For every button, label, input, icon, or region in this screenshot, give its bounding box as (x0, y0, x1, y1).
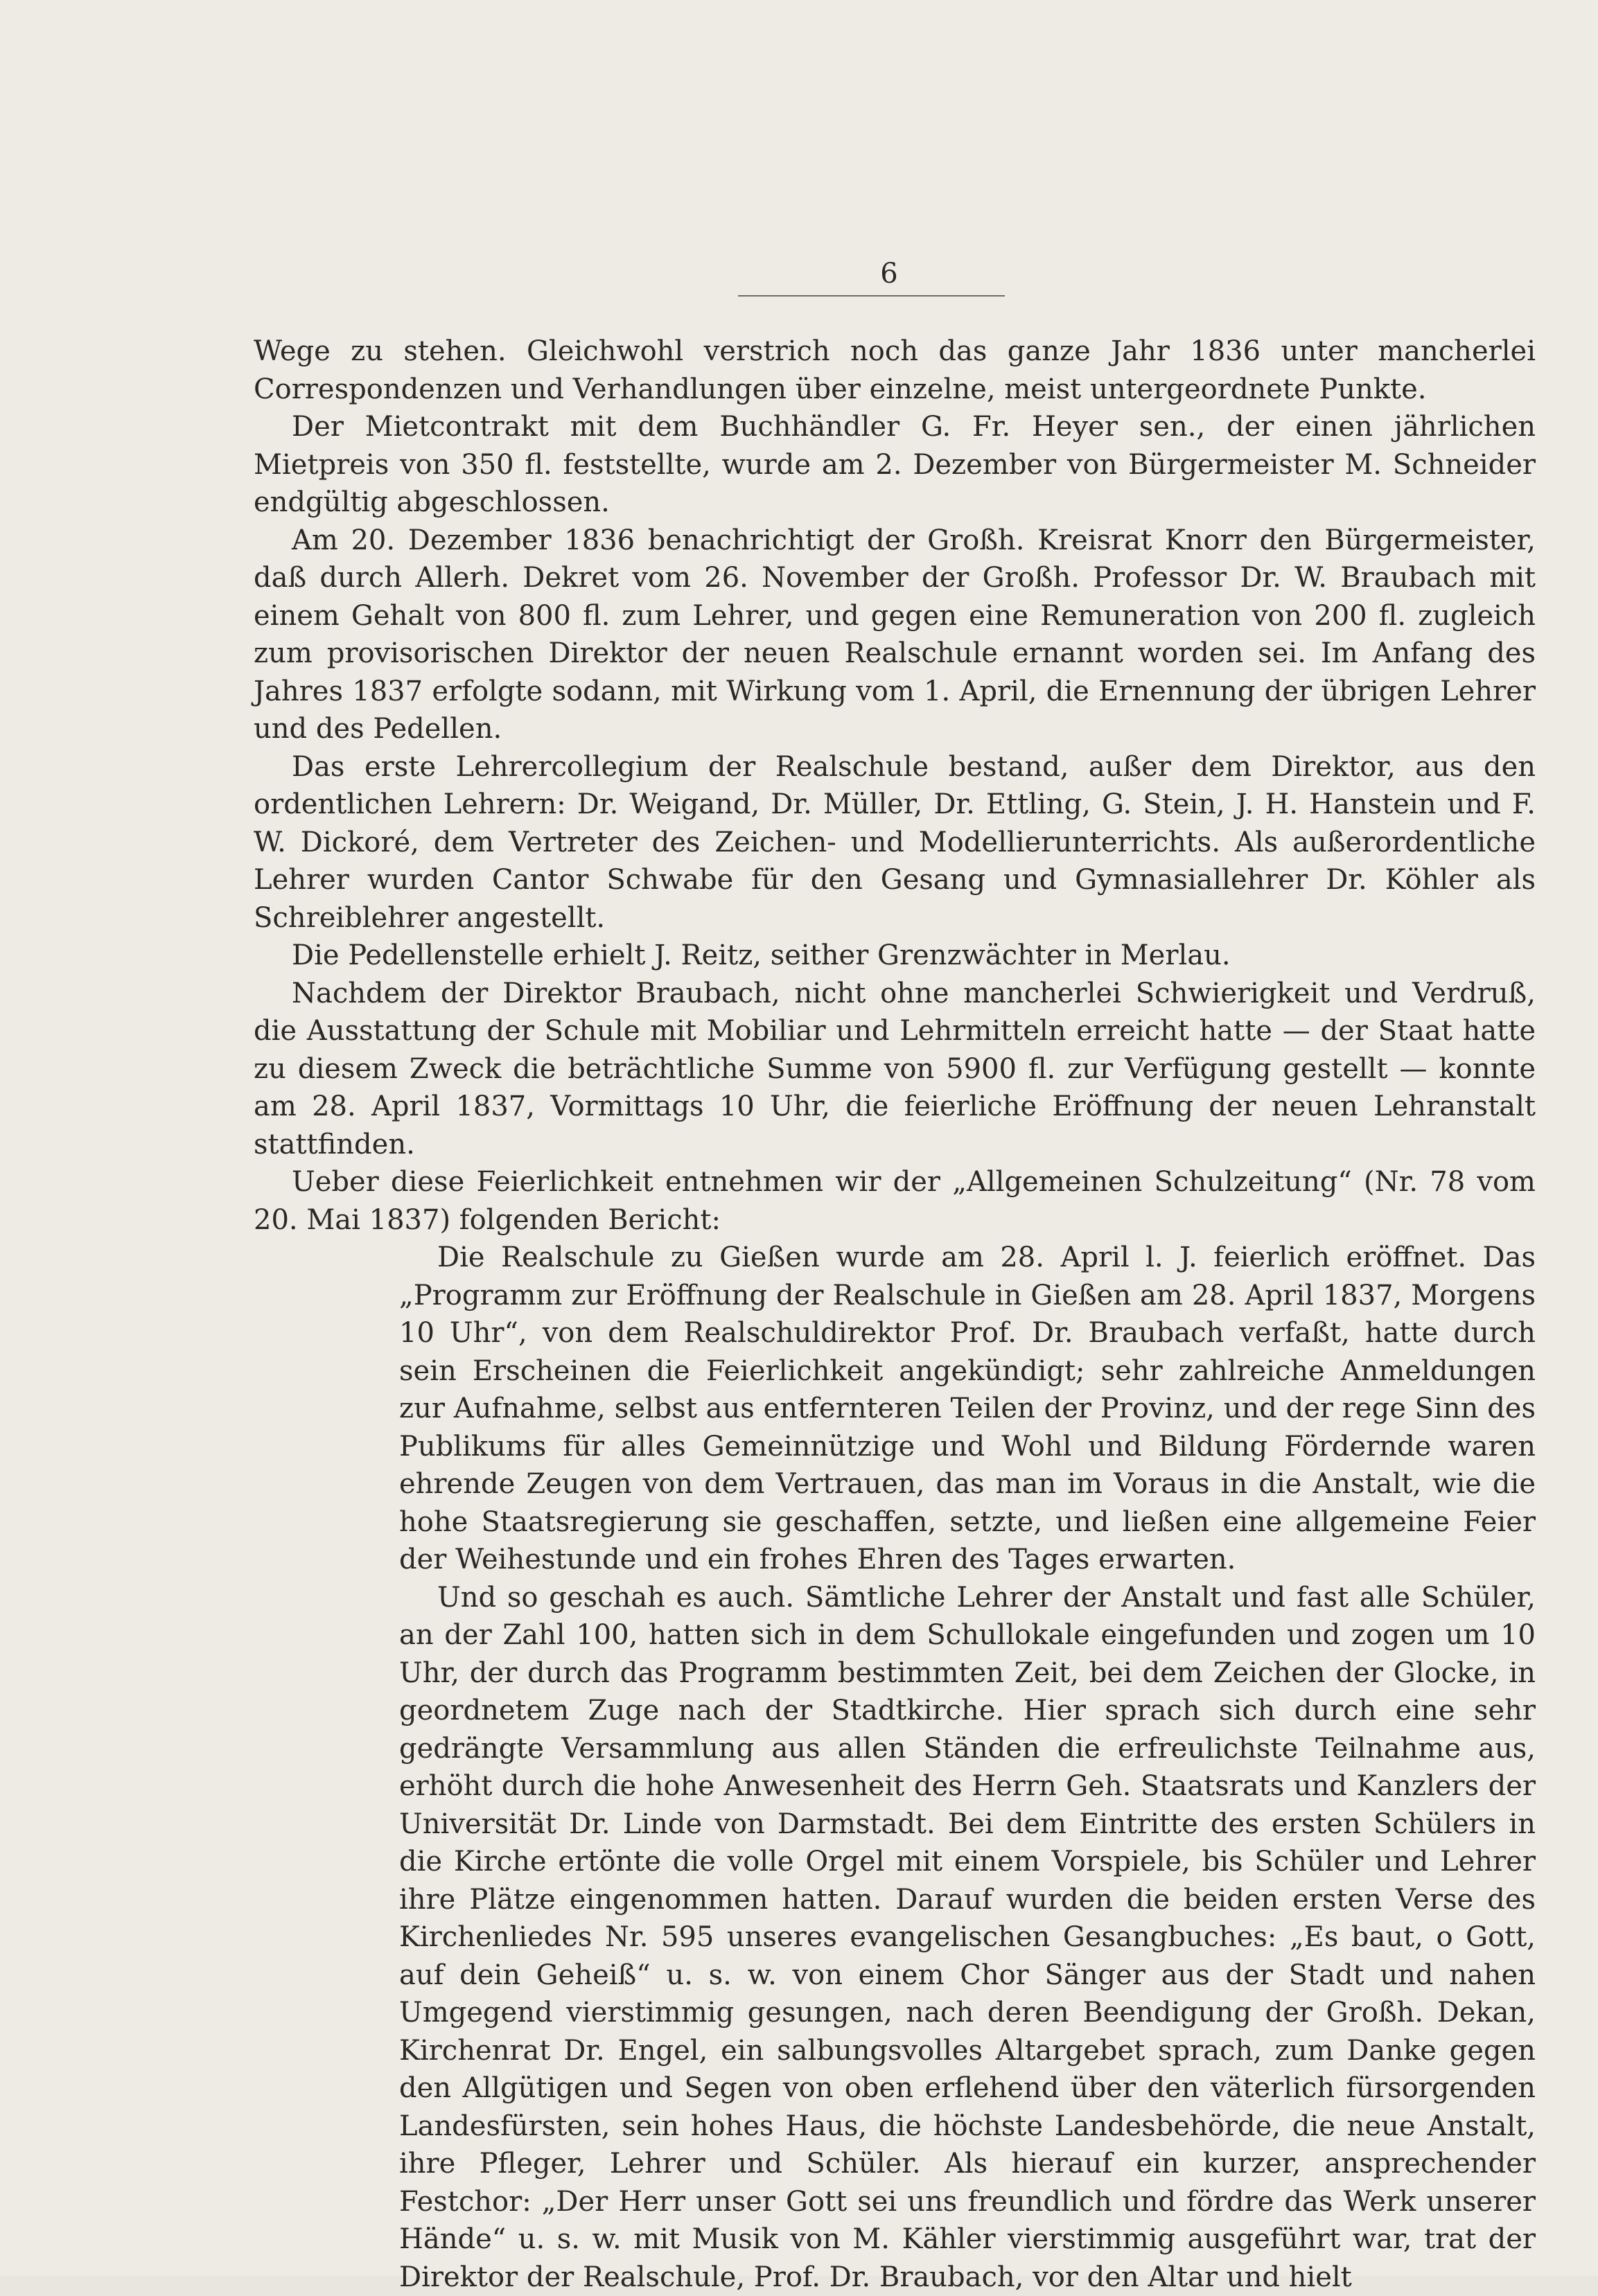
quote-paragraph-1: Die Realschule zu Gießen wurde am 28. April l. J. feierlich eröffnet. Das „Programm zur Eröffnung der Realschule in Gießen am 28. April 1837, Morgens 10 Uhr“, von dem Realschuldirektor Prof. Dr. Braubach verfaßt, hatte durch sein Erscheinen die Feierlichkeit angekündigt; sehr zahlreiche Anmeldungen zur Aufnahme, selbst aus entfernteren Teilen der Provinz, und der rege Sinn des Publikums für alles Gemeinnützige und Wohl und Bildung Fördernde waren ehrende Zeugen von dem Vertrauen, das man im Voraus in die Anstalt, wie die hohe Staatsregierung sie geschaffen, setzte, und ließen eine allgemeine Feier der Weihestunde und ein frohes Ehren des Tages erwarten. (399, 1239, 1536, 1579)
paragraph-4: Das erste Lehrercollegium der Realschule bestand, außer dem Direktor, aus den ordentlichen Lehrern: Dr. Weigand, Dr. Müller, Dr. Ettling, G. Stein, J. H. Hanstein und F. W. Dickoré, dem Vertreter des Zeichen- und Modellierunterrichts. Als außerordentliche Lehrer wurden Cantor Schwabe für den Gesang und Gymnasiallehrer Dr. Köhler als Schreiblehrer angestellt. (254, 748, 1536, 937)
paragraph-2: Der Mietcontrakt mit dem Buchhändler G. Fr. Heyer sen., der einen jährlichen Mietpreis von 350 fl. feststellte, wurde am 2. Dezember von Bürgermeister M. Schneider endgültig abgeschlossen. (254, 408, 1536, 522)
paragraph-7: Ueber diese Feierlichkeit entnehmen wir der „Allgemeinen Schulzeitung“ (Nr. 78 vom 20. Mai 1837) folgenden Bericht: (254, 1163, 1536, 1239)
paragraph-6: Nachdem der Direktor Braubach, nicht ohne mancherlei Schwierigkeit und Verdruß, die Ausstattung der Schule mit Mobiliar und Lehrmitteln erreicht hatte — der Staat hatte zu diesem Zweck die beträchtliche Summe von 5900 fl. zur Verfügung gestellt — konnte am 28. April 1837, Vormittags 10 Uhr, die feierliche Eröffnung der neuen Lehranstalt stattfinden. (254, 975, 1536, 1164)
paragraph-5: Die Pedellenstelle erhielt J. Reitz, seither Grenzwächter in Merlau. (254, 937, 1536, 975)
paragraph-3: Am 20. Dezember 1836 benachrichtigt der Großh. Kreisrat Knorr den Bürgermeister, daß durch Allerh. Dekret vom 26. November der Großh. Professor Dr. W. Braubach mit einem Gehalt von 800 fl. zum Lehrer, und gegen eine Remuneration von 200 fl. zugleich zum provisorischen Direktor der neuen Realschule ernannt worden sei. Im Anfang des Jahres 1837 erfolgte sodann, mit Wirkung vom 1. April, die Ernennung der übrigen Lehrer und des Pedellen. (254, 522, 1536, 748)
quote-paragraph-2: Und so geschah es auch. Sämtliche Lehrer der Anstalt und fast alle Schüler, an der Zahl 100, hatten sich in dem Schullokale eingefunden und zogen um 10 Uhr, der durch das Programm bestimmten Zeit, bei dem Zeichen der Glocke, in geordnetem Zuge nach der Stadtkirche. Hier sprach sich durch eine sehr gedrängte Versammlung aus allen Ständen die erfreulichste Teilnahme aus, erhöht durch die hohe Anwesenheit des Herrn Geh. Staatsrats und Kanzlers der Universität Dr. Linde von Darmstadt. Bei dem Eintritte des ersten Schülers in die Kirche ertönte die volle Orgel mit einem Vorspiele, bis Schüler und Lehrer ihre Plätze eingenommen hatten. Darauf wurden die beiden ersten Verse des Kirchenliedes Nr. 595 unseres evangelischen Gesangbuches: „Es baut, o Gott, auf dein Geheiß“ u. s. w. von einem Chor Sänger aus der Stadt und nahen Umgegend vierstimmig gesungen, nach deren Beendigung der Großh. Dekan, Kirchenrat Dr. Engel, ein salbungsvolles Altargebet sprach, zum Danke gegen den Allgütigen und Segen von oben erflehend über den väterlich fürsorgenden Landesfürsten, sein hohes Haus, die höchste Landesbehörde, die neue Anstalt, ihre Pfleger, Lehrer und Schüler. Als hierauf ein kurzer, ansprechender Festchor: „Der Herr unser Gott sei uns freundlich und fördre das Werk unserer Hände“ u. s. w. mit Musik von M. Kähler vierstimmig ausgeführt war, trat der Direktor der Realschule, Prof. Dr. Braubach, vor den Altar und hielt (399, 1579, 1536, 2296)
paragraph-1: Wege zu stehen. Gleichwohl verstrich noch das ganze Jahr 1836 unter mancherlei Correspondenzen und Verhandlungen über einzelne, meist untergeordnete Punkte. (254, 333, 1536, 408)
header-rule (738, 295, 1005, 297)
body-text (254, 333, 1536, 2296)
quoted-report (399, 1239, 1536, 2296)
page-number: 6 (868, 258, 910, 290)
